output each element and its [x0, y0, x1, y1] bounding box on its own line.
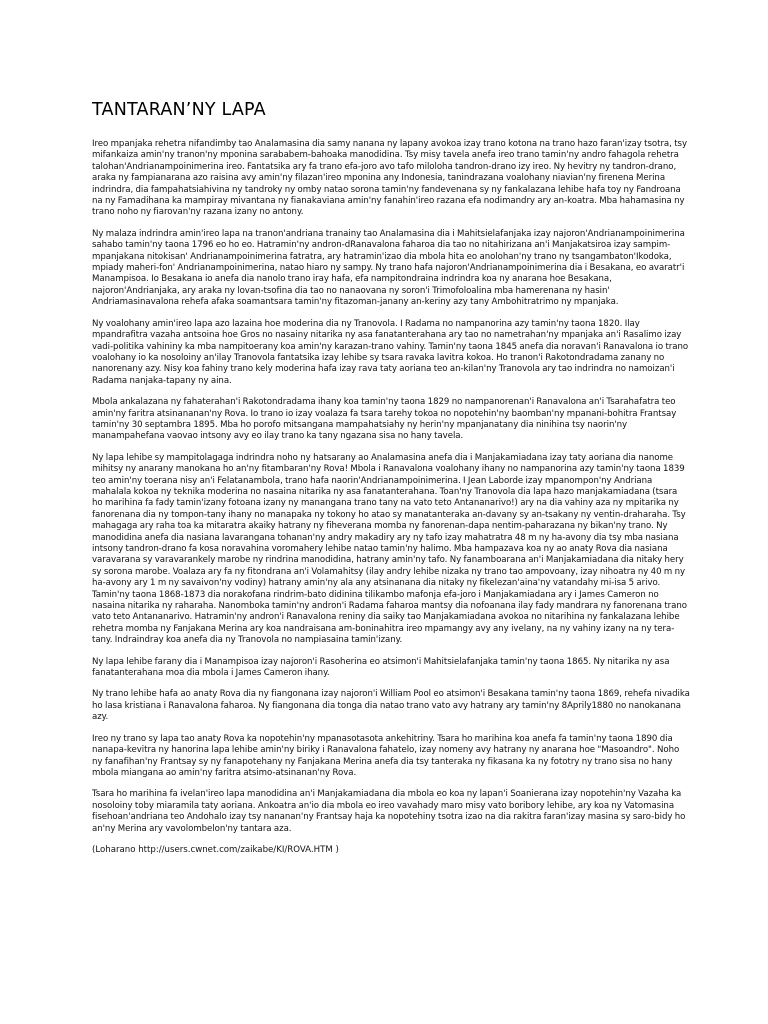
source-citation: (Loharano http://users.cwnet.com/zaikabe/KI/ROVA.HTM ): [92, 844, 339, 855]
paragraph-6: Ny lapa lehibe farany dia i Manampisoa izay najoron'i Rasoherina eo atsimon'i Mahitsielafanjaka tamin'ny taona 1865. Ny nitarika ny asa fanatanterahana moa dia mbola i James Cameron ihany.: [92, 656, 670, 679]
paragraph-4: Mbola ankalazana ny fahaterahan'i Rakotondradama ihany koa tamin'ny taona 1829 no nampanorenan'i Ranavalona an'i Tsarahafatra teo amin'ny faritra atsinananan'ny Rova. Io trano io izay voalaza fa tsara tarehy tokoa no nopotehin'ny baomban'ny mpanani-bohitra Frantsay tamin'ny 30 septambra 1895. Mba ho porofo mitsangana mampahatsiahy ny herin'ny mpanjanatany dia ninihina tsy naorin'ny manampahefana vaovao intsony avy eo ilay trano ka tany ngazana sisa no hany tavela.: [92, 397, 677, 442]
paragraph-3: Ny voalohany amin'ireo lapa azo lazaina hoe moderina dia ny Tranovola. I Radama no nampanorina azy tamin'ny taona 1820. Ilay mpandrafitra vazaha antsoina hoe Gros no nasainy nitarika ny asa fanatanterahana ary tao no nametrahan'ny mpanjaka an'i Rasalimo izay vadi-politika vahininy ka mba nampitoerany koa amin'ny karazan-trano vahiny. Tamin'ny taona 1845 anefa dia noravan'i Ranavalona io trano voalohany io ka nosoloiny an'ilay Tranovola fantatsika izay lehibe sy tsara ravaka lavitra kokoa. Ho tranon'i Rakotondradama zanany no nanorenany azy. Nisy koa fahiny trano kely moderina hafa izay rava taty aoriana teo an-kilan'ny Tranovola ary tao indrindra no namoizan'i Radama nanjaka-tapany ny aina.: [92, 318, 689, 386]
paragraph-1: Ireo mpanjaka rehetra nifandimby tao Analamasina dia samy nanana ny lapany avokoa izay trano kotona na trano hazo faran'izay tsotra, tsy mifankaiza amin'ny tranon'ny mponina sarababem-bahoaka manodidina. Tsy misy tavela anefa ireo trano tamin'ny andro fahagola rehetra talohan'Andrianampoinimerina ireo. Fantatsika ary fa trano efa-joro avo tafo miloloha tandron-drano izy ireo. Ny hevitry ny tandron-drano, araka ny fampianarana azo raisina avy amin'ny filazan'ireo mponina any Indonesia, tanindrazana voalohany niavian'ny firenena Merina indrindra, dia fampahatsiahivina ny tandroky ny omby natao sorona tamin'ny fandevenana sy ny fankalazana lehibe hafa toy ny Fandroana na ny Famadihana ka mampiray mivantana ny fianakaviana amin'ny fanahin'ireo razana efa nodimandry ary an-koatra. Mba hahamasina ny trano noho ny fiarovan'ny razana izany no antony.: [92, 139, 687, 218]
page-title: TANTARAN’NY LAPA: [92, 100, 266, 120]
document-page: [92, 98, 690, 856]
paragraph-7: Ny trano lehibe hafa ao anaty Rova dia ny fiangonana izay najoron'i William Pool eo atsimon'i Besakana tamin'ny taona 1869, rehefa nivadika ho lasa kristiana i Ranavalona faharoa. Ny fiangonana dia tonga dia natao trano vato avy hatrany ary tamin'ny 8Aprily1880 no nanokanana azy.: [92, 689, 690, 723]
paragraph-9: Tsara ho marihina fa ivelan'ireo lapa manodidina an'i Manjakamiadana dia mbola eo koa ny lapan'i Soanierana izay nopotehin'ny Vazaha ka nosoloiny toby miaramila taty aoriana. Ankoatra an'io dia mbola eo ireo vavahady maro misy vato boribory lehibe, ary koa ny Vatomasina fisehoan'andriana teo Andohalo izay tsy nananan'ny Frantsay haja ka nopotehiny tsotra izao na dia rakitra faran'izay masina sy saro-bidy ho an'ny Merina ary vavolombelon'ny tantara aza.: [92, 789, 686, 834]
paragraph-5: Ny lapa lehibe sy mampitolagaga indrindra noho ny hatsarany ao Analamasina anefa dia i Manjakamiadana izay taty aoriana dia nanome mihitsy ny anarany manokana ho an'ny fitambaran'ny Rova! Mbola i Ranavalona voalohany ihany no nampanorina azy tamin'ny taona 1839 teo amin'ny toerana nisy an'i Felatanambola, trano hafa naorin'Andrianampoinimerina. I Jean Laborde izay mpanompon'ny Andriana mahalala kokoa ny teknika moderina no nasaina nitarika ny asa fanatanterahana. Toan'ny Tranovola dia lapa hazo manjakamiadana (tsara ho marihina fa fady tamin'izany fotoana izany ny manangana trano tany na vato teto Antananarivo!) ary na dia vahiny aza ny mpitarika ny fanorenana dia ny tompon-tany ihany no manapaka ny tokony ho atao sy manatanteraka an-davany sy an-tsakany ny ventin-draharaha. Tsy mahagaga ary raha toa ka mitaratra akaiky hatrany ny fiheverana momba ny fanorenan-dapa nentim-paharazana ny bikan'ny trano. Ny manodidina anefa dia nasiana lavarangana tohanan'ny andry makadiry ary ny tafo izay mahatratra 48 m ny ha-avony dia tsy mba nasiana intsony tandron-drano fa kosa noravahina voromahery lehibe natao tamin'ny halimo. Mba hampazava koa ny ao anaty Rova dia nasiana varavarana sy varavarankely marobe ny rindrina manodidina, hatrany amin'ny tafo. Ny fanamboarana an'i Manjakamiadana dia nitaky hery sy sorona marobe. Voalaza ary fa ny fitondrana an'i Volamahitsy (ilay andry lehibe nizaka ny trano tao ampovoany, izay nihoatra ny 40 m ny ha-avony ary 1 m ny savaivon'ny vodiny) hatrany amin'ny ala any atsinanana dia nitaky ny fikelezan'aina'ny vatandahy mi-isa 5 arivo. Tamin'ny taona 1868-1873 dia norakofana rindrim-bato didinina tilikambo mafonja efa-joro i Manjakamiadana ary i James Cameron no nasaina nitarika ny raharaha. Nanomboka tamin'ny andron'i Radama faharoa mantsy dia nofoanana ilay fady mandrara ny fanorenana trano vato teto Antananarivo. Hatramin'ny andron'i Ranavalona reniny dia saiky tao Manjakamiadana avokoa no nitarihina ny fankalazana lehibe rehetra momba ny Fanjakana Merina ary koa nandraisana am-boninahitra ireo mpamangy avy any ivelany, na ny vahiny izany na ny tera-tany. Indraindray koa anefa dia ny Tranovola no nampiasaina tamin'izany.: [92, 452, 687, 646]
paragraph-2: Ny malaza indrindra amin'ireo lapa na tranon'andriana tranainy tao Analamasina dia i Mahitsielafanjaka izay najoron'Andrianampoinimerina sahabo tamin'ny taona 1796 eo ho eo. Hatramin'ny andron-dRanavalona faharoa dia tao no nitahirizana an'i Manjakatsiroa izay sampim-mpanjakana nitokisan' Andrianampoinimerina fatratra, ary hatramin'izao dia mbola hita eo anolohan'ny trano ny tsangambaton'Ikodoka, mpiady maheri-fon' Andrianampoinimerina, natao hiaro ny sampy. Ny trano hafa najoron'Andrianampoinimerina dia i Besakana, eo avaratr'i Manampisoa. Io Besakana io anefa dia nanolo trano iray hafa, efa nampitondraina indrindra koa ny anarana hoe Besakana, najoron'Andrianjaka, ary araka ny lovan-tsofina dia tao no nanaovana ny soron'i Trimofoloalina mba hamerenana ny hasin' Andriamasinavalona rehefa afaka soamantsara tamin'ny fitazoman-janany an-keriny azy tany Ambohitratrimo ny mpanjaka.: [92, 228, 685, 308]
paragraph-8: Ireo ny trano sy lapa tao anaty Rova ka nopotehin'ny mpanasotasota ankehitriny. Tsara ho marihina koa anefa fa tamin'ny taona 1890 dia nanapa-kevitra ny hanorina lapa lehibe amin'ny biriky i Ranavalona fahatelo, izay nomeny avy hatrany ny anarana hoe "Masoandro". Noho ny fanafihan'ny Frantsay sy ny fanapotehany ny Fanjakana Merina anefa dia tsy tanteraka ny fikasana ka ny fototry ny trano sisa no hany mbola miangana ao amin'ny faritra atsimo-atsinanan'ny Rova.: [92, 733, 680, 778]
